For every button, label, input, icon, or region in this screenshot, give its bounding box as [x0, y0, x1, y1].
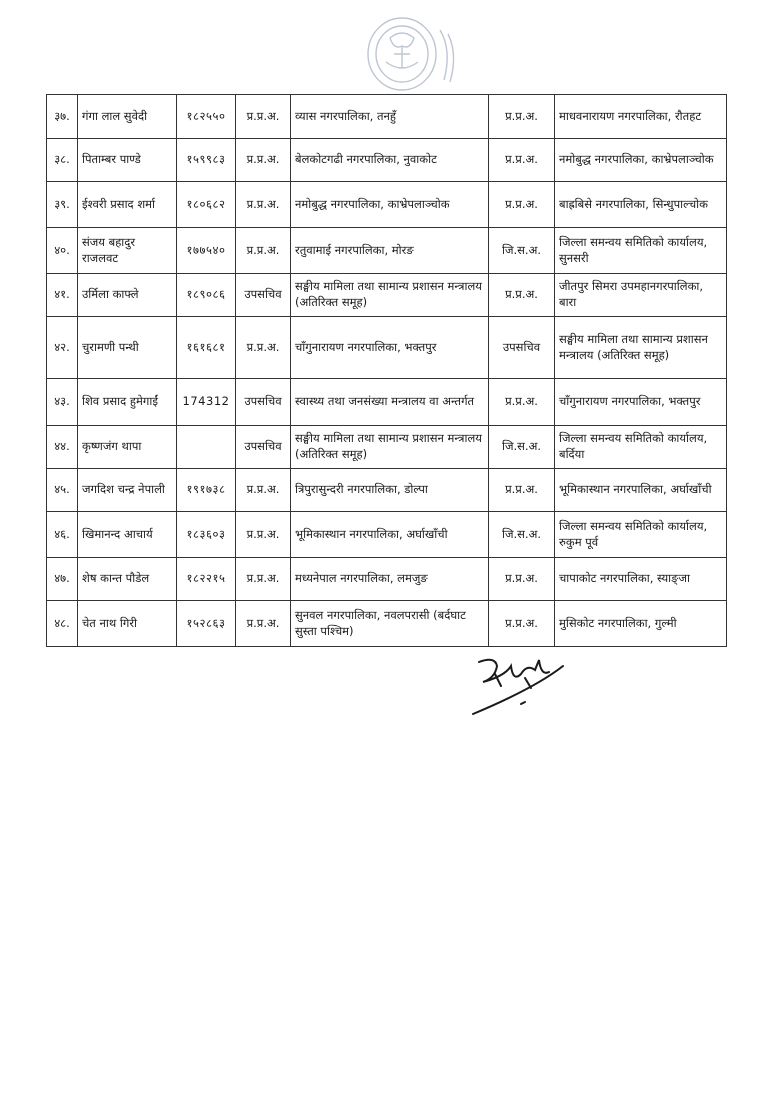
- table-row: [47, 274, 727, 317]
- table-row: [47, 426, 727, 469]
- current-office: रतुवामाई नगरपालिका, मोरङ: [291, 228, 489, 274]
- new-position: उपसचिव: [489, 317, 555, 379]
- employee-name: कृष्णजंग थापा: [78, 426, 177, 469]
- table-row: [47, 95, 727, 139]
- current-office: स्वास्थ्य तथा जनसंख्या मन्त्रालय वा अन्तर्गत: [291, 379, 489, 426]
- employee-code: १८९०८६: [177, 274, 236, 317]
- table-row: [47, 228, 727, 274]
- new-office: चाँगुनारायण नगरपालिका, भक्तपुर: [555, 379, 727, 426]
- employee-name: खिमानन्द आचार्य: [78, 512, 177, 558]
- serial-number: ४२.: [47, 317, 78, 379]
- table-row: [47, 139, 727, 182]
- new-office: जीतपुर सिमरा उपमहानगरपालिका, बारा: [555, 274, 727, 317]
- new-position: प्र.प्र.अ.: [489, 274, 555, 317]
- new-position: प्र.प्र.अ.: [489, 558, 555, 601]
- new-position: प्र.प्र.अ.: [489, 139, 555, 182]
- employee-name: उर्मिला काफ्ले: [78, 274, 177, 317]
- serial-number: ४६.: [47, 512, 78, 558]
- new-office: जिल्ला समन्वय समितिको कार्यालय, रुकुम पूर्व: [555, 512, 727, 558]
- employee-name: चुरामणी पन्थी: [78, 317, 177, 379]
- employee-name: पिताम्बर पाण्डे: [78, 139, 177, 182]
- employee-name: गंगा लाल सुवेदी: [78, 95, 177, 139]
- new-office: मुसिकोट नगरपालिका, गुल्मी: [555, 601, 727, 647]
- new-position: जि.स.अ.: [489, 228, 555, 274]
- new-office: सङ्घीय मामिला तथा सामान्य प्रशासन मन्त्रालय (अतिरिक्त समूह): [555, 317, 727, 379]
- new-position: प्र.प्र.अ.: [489, 379, 555, 426]
- employee-code: १८०६८२: [177, 182, 236, 228]
- current-office: सङ्घीय मामिला तथा सामान्य प्रशासन मन्त्रालय (अतिरिक्त समूह): [291, 426, 489, 469]
- employee-code: १५२८६३: [177, 601, 236, 647]
- serial-number: ४३.: [47, 379, 78, 426]
- employee-code: १५९९८३: [177, 139, 236, 182]
- employee-code: १७७५४०: [177, 228, 236, 274]
- transfer-table: [46, 94, 727, 647]
- current-office: सुनवल नगरपालिका, नवलपरासी (बर्दघाट सुस्ता पश्चिम): [291, 601, 489, 647]
- new-position: प्र.प्र.अ.: [489, 601, 555, 647]
- table-row: [47, 558, 727, 601]
- current-office: मध्यनेपाल नगरपालिका, लमजुङ: [291, 558, 489, 601]
- table-row: [47, 512, 727, 558]
- current-position: प्र.प्र.अ.: [236, 469, 291, 512]
- new-position: प्र.प्र.अ.: [489, 469, 555, 512]
- new-position: प्र.प्र.अ.: [489, 95, 555, 139]
- serial-number: ४७.: [47, 558, 78, 601]
- employee-code: १९१७३८: [177, 469, 236, 512]
- new-office: चापाकोट नगरपालिका, स्याङ्जा: [555, 558, 727, 601]
- employee-name: संजय बहादुर राजलवट: [78, 228, 177, 274]
- current-position: प्र.प्र.अ.: [236, 139, 291, 182]
- employee-code: १६१६८१: [177, 317, 236, 379]
- employee-code: [177, 426, 236, 469]
- employee-name: शिव प्रसाद हुमेगाईं: [78, 379, 177, 426]
- serial-number: ४८.: [47, 601, 78, 647]
- employee-code: १८३६०३: [177, 512, 236, 558]
- table-row: [47, 379, 727, 426]
- employee-name: चेत नाथ गिरी: [78, 601, 177, 647]
- table-row: [47, 182, 727, 228]
- serial-number: ४५.: [47, 469, 78, 512]
- current-position: प्र.प्र.अ.: [236, 317, 291, 379]
- current-office: चाँगुनारायण नगरपालिका, भक्तपुर: [291, 317, 489, 379]
- employee-name: शेष कान्त पौडेल: [78, 558, 177, 601]
- serial-number: ३८.: [47, 139, 78, 182]
- current-position: प्र.प्र.अ.: [236, 601, 291, 647]
- serial-number: ३९.: [47, 182, 78, 228]
- new-position: जि.स.अ.: [489, 426, 555, 469]
- new-position: प्र.प्र.अ.: [489, 182, 555, 228]
- new-position: जि.स.अ.: [489, 512, 555, 558]
- current-position: उपसचिव: [236, 274, 291, 317]
- employee-name: जगदिश चन्द्र नेपाली: [78, 469, 177, 512]
- employee-name: ईश्वरी प्रसाद शर्मा: [78, 182, 177, 228]
- current-position: प्र.प्र.अ.: [236, 95, 291, 139]
- current-office: भूमिकास्थान नगरपालिका, अर्घाखाँची: [291, 512, 489, 558]
- table-row: [47, 601, 727, 647]
- current-position: प्र.प्र.अ.: [236, 512, 291, 558]
- current-office: सङ्घीय मामिला तथा सामान्य प्रशासन मन्त्रालय (अतिरिक्त समूह): [291, 274, 489, 317]
- current-office: बेलकोटगढी नगरपालिका, नुवाकोट: [291, 139, 489, 182]
- employee-code: १८२५५०: [177, 95, 236, 139]
- current-office: त्रिपुरासुन्दरी नगरपालिका, डोल्पा: [291, 469, 489, 512]
- new-office: नमोबुद्ध नगरपालिका, काभ्रेपलाञ्चोक: [555, 139, 727, 182]
- employee-code: १८२२१५: [177, 558, 236, 601]
- handwritten-signature: [465, 652, 585, 722]
- serial-number: ३७.: [47, 95, 78, 139]
- current-position: उपसचिव: [236, 426, 291, 469]
- serial-number: ४१.: [47, 274, 78, 317]
- serial-number: ४४.: [47, 426, 78, 469]
- current-position: प्र.प्र.अ.: [236, 558, 291, 601]
- new-office: बाह्रबिसे नगरपालिका, सिन्धुपाल्चोक: [555, 182, 727, 228]
- table-row: [47, 317, 727, 379]
- new-office: भूमिकास्थान नगरपालिका, अर्घाखाँची: [555, 469, 727, 512]
- table-row: [47, 469, 727, 512]
- new-office: माधवनारायण नगरपालिका, रौतहट: [555, 95, 727, 139]
- current-position: प्र.प्र.अ.: [236, 182, 291, 228]
- new-office: जिल्ला समन्वय समितिको कार्यालय, सुनसरी: [555, 228, 727, 274]
- government-seal-stamp: [360, 10, 470, 98]
- employee-code: 174312: [177, 379, 236, 426]
- new-office: जिल्ला समन्वय समितिको कार्यालय, बर्दिया: [555, 426, 727, 469]
- current-position: उपसचिव: [236, 379, 291, 426]
- current-position: प्र.प्र.अ.: [236, 228, 291, 274]
- current-office: व्यास नगरपालिका, तनहुँ: [291, 95, 489, 139]
- current-office: नमोबुद्ध नगरपालिका, काभ्रेपलाञ्चोक: [291, 182, 489, 228]
- serial-number: ४०.: [47, 228, 78, 274]
